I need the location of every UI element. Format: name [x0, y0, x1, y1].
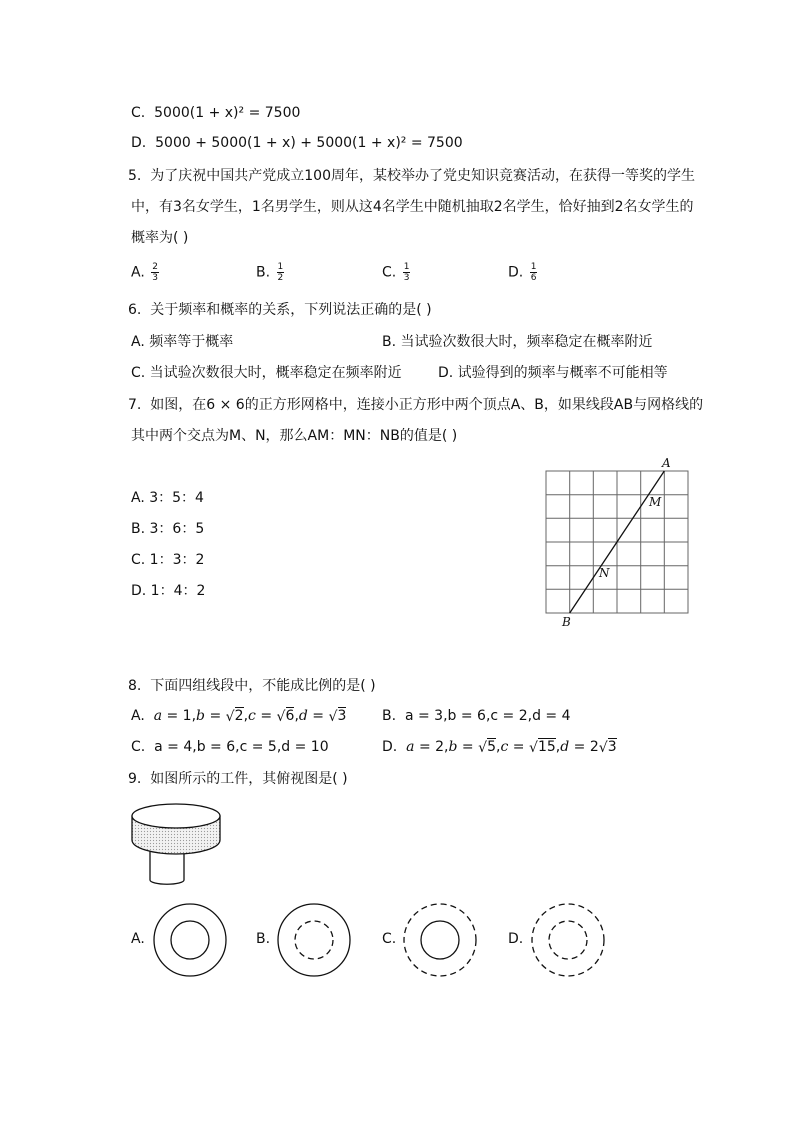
q5-stem-line1 — [128, 166, 695, 186]
outer-circle-solid — [154, 904, 226, 976]
q7-number: 7. — [128, 397, 142, 413]
q8-stem-text: 下面四组线段中，不能成比例的是( ) — [150, 678, 376, 694]
q5-option-b[interactable] — [256, 262, 286, 283]
q8-b-expr: a = 3,b = 6,c = 2,d = 4 — [404, 708, 571, 724]
q7-option-a[interactable]: A. 3：5：4 — [131, 490, 204, 506]
q5-option-a[interactable] — [131, 262, 161, 283]
q7-stem-line2: 其中两个交点为M、N，那么AM：MN：NB的值是( ) — [131, 428, 458, 444]
q5-line1: 为了庆祝中国共产党成立100周年，某校举办了党史知识竞赛活动，在获得一等奖的学生 — [150, 168, 695, 184]
q9-option-a-figure[interactable] — [150, 900, 230, 980]
q9-option-d-figure[interactable] — [528, 900, 608, 980]
label-a: A — [662, 456, 671, 470]
q6-stem-text: 关于频率和概率的关系，下列说法正确的是( ) — [150, 302, 432, 318]
q9-option-b-figure[interactable] — [274, 900, 354, 980]
label-b: B — [562, 615, 571, 629]
q5-b-den: 2 — [277, 273, 284, 283]
q5-c-fraction — [403, 262, 411, 283]
q5-c-label: C. — [382, 264, 397, 281]
q5-a-den: 3 — [152, 273, 158, 283]
q9-stem — [128, 769, 348, 789]
q7-line1: 如图，在6 × 6的正方形网格中，连接小正方形中两个顶点A、B，如果线段AB与网格线的 — [150, 397, 704, 413]
q7-option-b[interactable]: B. 3：6：5 — [131, 521, 205, 537]
q5-b-fraction — [277, 262, 285, 283]
q9-number: 9. — [128, 771, 142, 787]
q4-c-expr: 5000(1 + x)² = 7500 — [154, 105, 301, 121]
q9-option-c-label[interactable]: C. — [382, 931, 397, 947]
q5-a-num: 2 — [152, 262, 158, 272]
q7-stem-line1 — [128, 395, 703, 415]
q8-option-b[interactable] — [382, 706, 571, 726]
q7-option-d[interactable]: D. 1：4：2 — [131, 583, 206, 599]
q4-c-label: C. — [131, 105, 146, 121]
q5-a-fraction — [151, 262, 159, 283]
q5-option-d[interactable] — [508, 262, 539, 283]
q8-stem — [128, 676, 376, 696]
q6-option-c[interactable]: C. 当试验次数很大时，概率稳定在频率附近 — [131, 365, 402, 381]
q6-option-d[interactable]: D. 试验得到的频率与概率不可能相等 — [438, 365, 668, 381]
q4-d-label: D. — [131, 135, 147, 151]
q9-option-a-label[interactable]: A. — [131, 931, 145, 947]
q5-d-fraction — [530, 262, 538, 283]
outer-circle-dashed — [532, 904, 604, 976]
inner-circle-solid — [421, 921, 459, 959]
inner-circle-dashed — [549, 921, 587, 959]
q4-option-d[interactable] — [131, 133, 463, 153]
q4-option-c[interactable] — [131, 103, 300, 123]
q5-stem-line3: 概率为( ) — [131, 230, 189, 246]
q8-a-expr: a = 1,b = √ 2,c = √ 6,d = √ 3 — [154, 708, 347, 724]
q9-option-b-label[interactable]: B. — [256, 931, 271, 947]
q6-option-b[interactable]: B. 当试验次数很大时，频率稳定在概率附近 — [382, 334, 653, 350]
q8-option-d[interactable] — [382, 737, 617, 757]
q9-option-d-label[interactable]: D. — [508, 931, 524, 947]
q5-d-label: D. — [508, 264, 524, 281]
label-m: M — [649, 495, 662, 509]
q5-c-den: 3 — [403, 273, 410, 283]
q7-option-c[interactable]: C. 1：3：2 — [131, 552, 205, 568]
q4-d-expr: 5000 + 5000(1 + x) + 5000(1 + x)² = 7500 — [155, 135, 463, 151]
q7-grid-figure — [540, 455, 700, 630]
q5-number: 5. — [128, 168, 142, 184]
q6-option-a[interactable]: A. 频率等于概率 — [131, 334, 234, 350]
q9-workpiece-figure — [128, 800, 228, 888]
outer-circle-solid — [278, 904, 350, 976]
q8-c-expr: a = 4,b = 6,c = 5,d = 10 — [154, 739, 329, 755]
q8-d-label: D. — [382, 739, 398, 755]
q5-b-label: B. — [256, 264, 271, 281]
q9-option-c-figure[interactable] — [400, 900, 480, 980]
q6-stem — [128, 300, 432, 320]
q5-b-num: 1 — [277, 262, 284, 272]
q5-a-label: A. — [131, 264, 145, 281]
q8-number: 8. — [128, 678, 142, 694]
q8-a-label: A. — [131, 708, 145, 724]
q9-stem-text: 如图所示的工件，其俯视图是( ) — [150, 771, 348, 787]
q5-d-den: 6 — [530, 273, 537, 283]
inner-circle-dashed — [295, 921, 333, 959]
q6-number: 6. — [128, 302, 142, 318]
q5-stem-line2: 中，有3名女学生，1名男学生，则从这4名学生中随机抽取2名学生，恰好抽到2名女学生的 — [131, 199, 694, 215]
q8-d-expr: a = 2,b = √ 5,c = √ 15,d = 2√ 3 — [406, 739, 617, 755]
q8-b-label: B. — [382, 708, 397, 724]
q8-option-c[interactable] — [131, 737, 329, 757]
q5-d-num: 1 — [530, 262, 537, 272]
q5-option-c[interactable] — [382, 262, 412, 283]
inner-circle-solid — [171, 921, 209, 959]
label-n: N — [599, 566, 610, 580]
q8-option-a[interactable] — [131, 706, 346, 726]
workpiece-top — [132, 804, 220, 828]
q8-c-label: C. — [131, 739, 146, 755]
outer-circle-dashed — [404, 904, 476, 976]
q5-c-num: 1 — [403, 262, 410, 272]
